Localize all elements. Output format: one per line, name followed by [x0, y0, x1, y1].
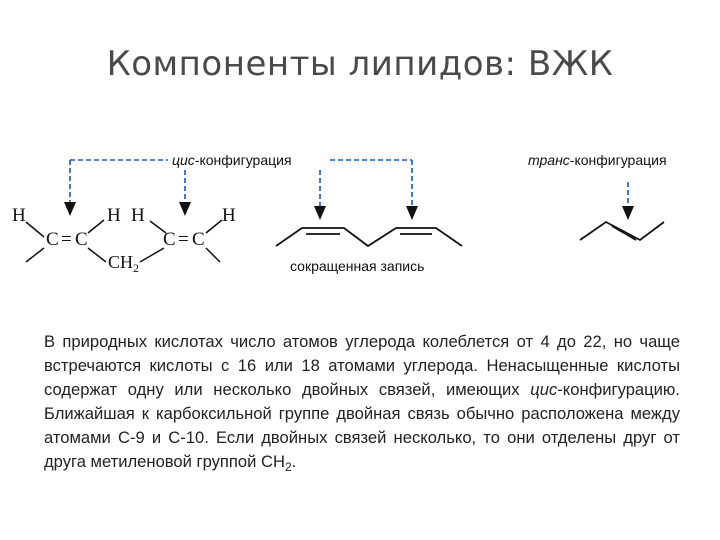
trans-zigzag [580, 222, 664, 240]
description-paragraph: В природных кислотах число атомов углерода колеблется от 4 до 22, но чаще встречаются кислоты с 16 или 18 атомами углерода. Ненасыщенные кислоты содержат одну или несколько двойных связей, имеющих цис-конфигурацию. Ближайшая к карбоксильной группе двойная связь обычно расположена между атомами С-9 и С-10. Если двойных связей несколько, то они отделены друг от друга метиленовой группой $СН_2$. [44, 332, 680, 474]
cis-configuration-label: цис-конфигурация [172, 152, 292, 168]
abbreviated-zigzag [276, 228, 462, 246]
svg-text:CH2: $CH_2$ [108, 252, 140, 275]
trans-configuration-label: транс-конфигурация [528, 152, 667, 168]
svg-text:H: H [222, 205, 236, 226]
slide-title: Компоненты липидов: ВЖК [106, 44, 614, 84]
arrowheads [64, 202, 634, 220]
svg-text:C: C [192, 229, 205, 250]
svg-text:C: C [75, 229, 88, 250]
abbreviated-caption: сокращенная запись [290, 258, 425, 274]
cis-structural-formula [12, 205, 236, 275]
fatty-acid-configuration-figure [0, 140, 720, 280]
svg-text:C: C [163, 229, 176, 250]
svg-text:C: C [46, 229, 59, 250]
svg-text:H: H [107, 205, 121, 226]
svg-text:H: H [131, 205, 145, 226]
svg-text:=: = [178, 229, 189, 250]
svg-text:=: = [61, 229, 72, 250]
svg-text:H: H [12, 205, 26, 226]
